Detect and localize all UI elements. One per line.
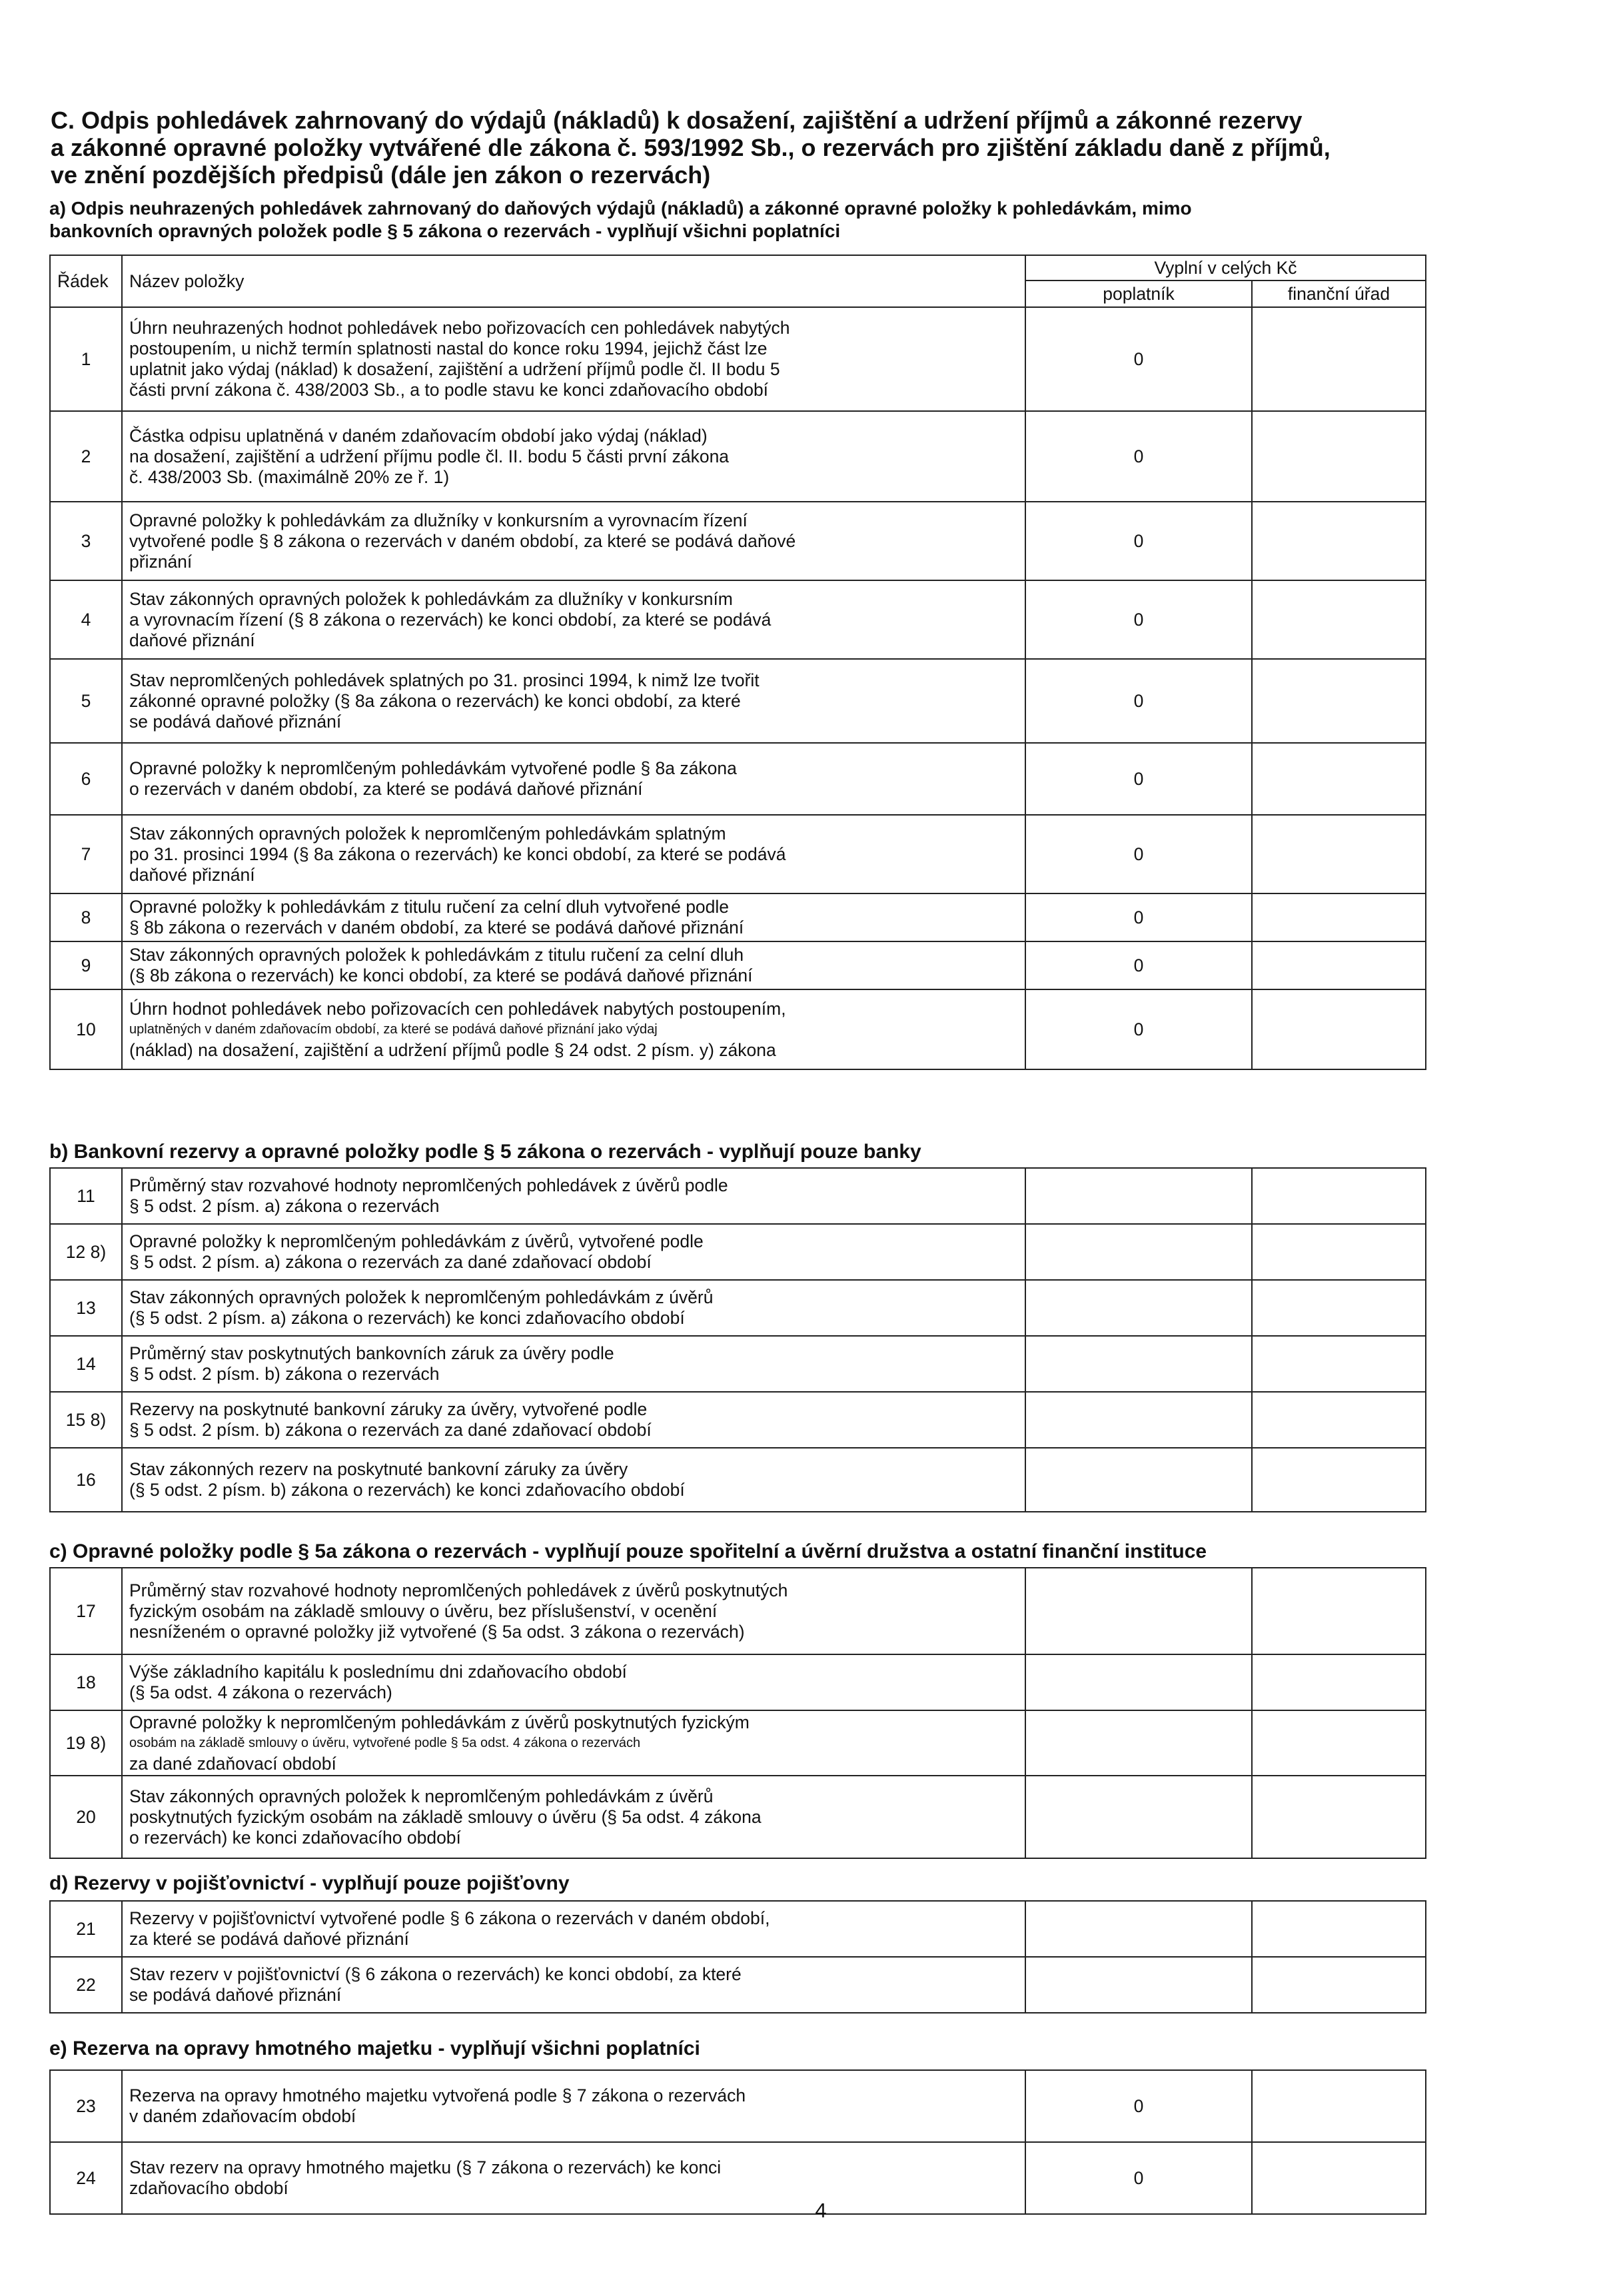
tax-office-value-field[interactable] xyxy=(1252,659,1426,743)
section-c-rows xyxy=(50,1568,1426,1858)
item-description xyxy=(122,2070,1025,2142)
payer-value-field[interactable] xyxy=(1025,1568,1252,1654)
tax-office-value-field[interactable] xyxy=(1252,1392,1426,1448)
form-row xyxy=(50,893,1426,941)
description-line: o rezervách) ke konci zdaňovacího období xyxy=(129,1827,461,1848)
tax-office-value-field[interactable] xyxy=(1252,1280,1426,1336)
title-line: C. Odpis pohledávek zahrnovaný do výdajů (nákladů) k dosažení, zajištění a udržení příjmů a zákonné rezervy xyxy=(51,107,1303,134)
payer-value-field[interactable] xyxy=(1025,1448,1252,1512)
tax-office-value-field[interactable] xyxy=(1252,580,1426,659)
section-b-table xyxy=(49,1167,1426,1512)
form-row xyxy=(50,941,1426,989)
tax-office-value-field[interactable] xyxy=(1252,307,1426,411)
item-description xyxy=(122,502,1025,580)
description-line: Průměrný stav rozvahové hodnoty nepromlčených pohledávek z úvěrů podle xyxy=(129,1175,728,1195)
payer-value-field[interactable] xyxy=(1025,1392,1252,1448)
row-number: 23 xyxy=(50,2070,122,2142)
description-line: daňové přiznání xyxy=(129,864,255,885)
section-a-title-line: a) Odpis neuhrazených pohledávek zahrnovaný do daňových výdajů (nákladů) a zákonné opravné položky k pohledávkám, mimo xyxy=(49,198,1192,219)
description-line: Průměrný stav poskytnutých bankovních záruk za úvěry podle xyxy=(129,1343,614,1363)
payer-value-field[interactable] xyxy=(1025,1710,1252,1776)
row-number: 4 xyxy=(50,580,122,659)
description-line: postoupením, u nichž termín splatnosti nastal do konce roku 1994, jejichž část lze xyxy=(129,338,768,358)
description-line: Opravné položky k nepromlčeným pohledávkám z úvěrů poskytnutých fyzickým xyxy=(129,1712,750,1732)
section-d-table xyxy=(49,1900,1426,2013)
row-number: 17 xyxy=(50,1568,122,1654)
description-line: v daném zdaňovacím období xyxy=(129,2106,356,2126)
tax-office-value-field[interactable] xyxy=(1252,743,1426,815)
title-line: ve znění pozdějších předpisů (dále jen zákon o rezervách) xyxy=(51,161,711,189)
description-line: části první zákona č. 438/2003 Sb., a to podle stavu ke konci zdaňovacího období xyxy=(129,380,769,400)
description-line: uplatnit jako výdaj (náklad) k dosažení, zajištění a udržení příjmů podle čl. II bodu 5 xyxy=(129,359,780,379)
item-description xyxy=(122,941,1025,989)
tax-office-value-field[interactable] xyxy=(1252,1168,1426,1224)
row-number: 9 xyxy=(50,941,122,989)
item-description xyxy=(122,1776,1025,1858)
row-number: 12 8) xyxy=(50,1224,122,1280)
description-line: (§ 5a odst. 4 zákona o rezervách) xyxy=(129,1682,392,1702)
payer-value-field[interactable]: 0 xyxy=(1025,659,1252,743)
description-line: uplatněných v daném zdaňovacím období, za které se podává daňové přiznání jako výdaj xyxy=(129,1021,658,1037)
form-row xyxy=(50,1280,1426,1336)
description-line: (§ 5 odst. 2 písm. b) zákona o rezervách) ke konci zdaňovacího období xyxy=(129,1480,685,1500)
section-a-title-line: bankovních opravných položek podle § 5 zákona o rezervách - vyplňují všichni poplatníci xyxy=(49,221,841,241)
section-e-rows xyxy=(50,2070,1426,2214)
section-d-rows xyxy=(50,1901,1426,2013)
form-row xyxy=(50,1710,1426,1776)
form-row xyxy=(50,1448,1426,1512)
form-row xyxy=(50,989,1426,1069)
form-row xyxy=(50,1392,1426,1448)
description-line: na dosažení, zajištění a udržení příjmu podle čl. II. bodu 5 části první zákona xyxy=(129,446,730,466)
tax-office-value-field[interactable] xyxy=(1252,1336,1426,1392)
title-line: a zákonné opravné položky vytvářené dle zákona č. 593/1992 Sb., o rezervách pro zjištění základu daně z příjmů, xyxy=(51,134,1331,161)
row-number: 5 xyxy=(50,659,122,743)
description-line: se podává daňové přiznání xyxy=(129,1985,342,2005)
section-c-title: c) Opravné položky podle § 5a zákona o rezervách - vyplňují pouze spořitelní a úvěrní družstva a ostatní finanční instituce xyxy=(49,1540,1207,1562)
row-number: 21 xyxy=(50,1901,122,1957)
payer-value-field[interactable] xyxy=(1025,1280,1252,1336)
item-description xyxy=(122,1654,1025,1710)
payer-column-header: poplatník xyxy=(1025,281,1252,307)
payer-value-field[interactable] xyxy=(1025,1901,1252,1957)
item-description xyxy=(122,580,1025,659)
section-a-table xyxy=(49,255,1426,1070)
row-number: 6 xyxy=(50,743,122,815)
tax-office-value-field[interactable] xyxy=(1252,989,1426,1069)
tax-office-value-field[interactable] xyxy=(1252,411,1426,502)
item-description xyxy=(122,1280,1025,1336)
tax-office-value-field[interactable] xyxy=(1252,1901,1426,1957)
form-title xyxy=(51,107,1550,189)
item-description xyxy=(122,1957,1025,2013)
description-line: Částka odpisu uplatněná v daném zdaňovacím období jako výdaj (náklad) xyxy=(129,425,708,446)
tax-office-value-field[interactable] xyxy=(1252,1568,1426,1654)
form-row xyxy=(50,659,1426,743)
description-line: § 5 odst. 2 písm. a) zákona o rezervách za dané zdaňovací období xyxy=(129,1252,652,1272)
row-number: 24 xyxy=(50,2142,122,2214)
description-line: § 5 odst. 2 písm. b) zákona o rezervách za dané zdaňovací období xyxy=(129,1420,652,1440)
section-e-title: e) Rezerva na opravy hmotného majetku - vyplňují všichni poplatníci xyxy=(49,2037,700,2059)
description-line: Rezervy v pojišťovnictví vytvořené podle § 6 zákona o rezervách v daném období, xyxy=(129,1908,770,1928)
form-row xyxy=(50,1654,1426,1710)
section-e-table xyxy=(49,2069,1426,2215)
description-line: za které se podává daňové přiznání xyxy=(129,1929,409,1949)
row-number: 8 xyxy=(50,893,122,941)
description-line: Rezervy na poskytnuté bankovní záruky za úvěry, vytvořené podle xyxy=(129,1399,648,1419)
item-description xyxy=(122,1168,1025,1224)
description-line: Opravné položky k nepromlčeným pohledávkám vytvořené podle § 8a zákona xyxy=(129,758,737,778)
item-description xyxy=(122,411,1025,502)
description-line: Stav zákonných rezerv na poskytnuté bankovní záruky za úvěry xyxy=(129,1459,628,1479)
tax-office-value-field[interactable] xyxy=(1252,1448,1426,1512)
tax-office-value-field[interactable] xyxy=(1252,1710,1426,1776)
description-line: poskytnutých fyzickým osobám na základě smlouvy o úvěru (§ 5a odst. 4 zákona xyxy=(129,1806,762,1827)
payer-value-field[interactable]: 0 xyxy=(1025,502,1252,580)
form-row xyxy=(50,1336,1426,1392)
description-line: daňové přiznání xyxy=(129,630,255,650)
form-row xyxy=(50,502,1426,580)
row-number: 20 xyxy=(50,1776,122,1858)
payer-value-field[interactable]: 0 xyxy=(1025,2070,1252,2142)
row-number: 19 8) xyxy=(50,1710,122,1776)
payer-value-field[interactable] xyxy=(1025,1336,1252,1392)
form-row xyxy=(50,815,1426,893)
row-number: 14 xyxy=(50,1336,122,1392)
form-row xyxy=(50,743,1426,815)
item-description xyxy=(122,1710,1025,1776)
item-description xyxy=(122,1448,1025,1512)
item-description xyxy=(122,307,1025,411)
item-description xyxy=(122,1901,1025,1957)
tax-office-value-field[interactable] xyxy=(1252,1224,1426,1280)
description-line: Průměrný stav rozvahové hodnoty nepromlčených pohledávek z úvěrů poskytnutých xyxy=(129,1580,788,1600)
form-row xyxy=(50,1568,1426,1654)
payer-value-field[interactable]: 0 xyxy=(1025,815,1252,893)
form-row xyxy=(50,307,1426,411)
form-row xyxy=(50,411,1426,502)
description-line: zdaňovacího období xyxy=(129,2178,288,2198)
description-line: Výše základního kapitálu k poslednímu dni zdaňovacího období xyxy=(129,1662,627,1682)
form-row xyxy=(50,1224,1426,1280)
row-number: 18 xyxy=(50,1654,122,1710)
section-b-rows xyxy=(50,1168,1426,1512)
description-line: č. 438/2003 Sb. (maximálně 20% ze ř. 1) xyxy=(129,466,450,487)
row-number: 3 xyxy=(50,502,122,580)
payer-value-field[interactable]: 0 xyxy=(1025,743,1252,815)
item-description xyxy=(122,1224,1025,1280)
row-number: 2 xyxy=(50,411,122,502)
form-row xyxy=(50,1776,1426,1858)
item-description xyxy=(122,1336,1025,1392)
row-number: 15 8) xyxy=(50,1392,122,1448)
tax-office-value-field[interactable] xyxy=(1252,1654,1426,1710)
row-number: 22 xyxy=(50,1957,122,2013)
row-number: 7 xyxy=(50,815,122,893)
tax-office-value-field[interactable] xyxy=(1252,1776,1426,1858)
description-line: § 5 odst. 2 písm. a) zákona o rezervách xyxy=(129,1196,440,1216)
form-row xyxy=(50,1901,1426,1957)
section-b-title: b) Bankovní rezervy a opravné položky podle § 5 zákona o rezervách - vyplňují pouze banky xyxy=(49,1141,921,1163)
item-description xyxy=(122,2142,1025,2214)
payer-value-field[interactable] xyxy=(1025,1168,1252,1224)
tax-office-value-field[interactable] xyxy=(1252,2142,1426,2214)
item-description xyxy=(122,659,1025,743)
description-line: Rezerva na opravy hmotného majetku vytvořená podle § 7 zákona o rezervách xyxy=(129,2085,746,2105)
description-line: Stav zákonných opravných položek k nepromlčeným pohledávkám z úvěrů xyxy=(129,1786,714,1806)
section-a-title xyxy=(49,197,1515,243)
form-row xyxy=(50,2070,1426,2142)
payer-value-field[interactable]: 0 xyxy=(1025,2142,1252,2214)
description-line: § 8b zákona o rezervách v daném období, za které se podává daňové přiznání xyxy=(129,917,744,937)
payer-value-field[interactable]: 0 xyxy=(1025,893,1252,941)
item-description xyxy=(122,815,1025,893)
description-line: § 5 odst. 2 písm. b) zákona o rezervách xyxy=(129,1364,440,1384)
description-line: (§ 5 odst. 2 písm. a) zákona o rezervách) ke konci zdaňovacího období xyxy=(129,1308,685,1328)
tax-office-value-field[interactable] xyxy=(1252,2070,1426,2142)
description-line: osobám na základě smlouvy o úvěru, vytvořené podle § 5a odst. 4 zákona o rezervách xyxy=(129,1735,641,1750)
tax-office-value-field[interactable] xyxy=(1252,893,1426,941)
section-a-rows xyxy=(50,307,1426,1069)
tax-office-value-field[interactable] xyxy=(1252,502,1426,580)
tax-office-value-field[interactable] xyxy=(1252,941,1426,989)
row-number: 10 xyxy=(50,989,122,1069)
description-line: nesníženém o opravné položky již vytvořené (§ 5a odst. 3 zákona o rezervách) xyxy=(129,1621,745,1642)
description-line: (§ 8b zákona o rezervách) ke konci období, za které se podává daňové přiznání xyxy=(129,965,753,985)
item-description xyxy=(122,893,1025,941)
payer-value-field[interactable]: 0 xyxy=(1025,941,1252,989)
description-line: Stav zákonných opravných položek k pohledávkám z titulu ručení za celní dluh xyxy=(129,945,744,965)
tax-office-value-field[interactable] xyxy=(1252,815,1426,893)
payer-value-field[interactable]: 0 xyxy=(1025,989,1252,1069)
description-line: Stav zákonných opravných položek k nepromlčeným pohledávkám splatným xyxy=(129,823,726,844)
form-row xyxy=(50,1957,1426,2013)
payer-value-field[interactable] xyxy=(1025,1224,1252,1280)
row-number: 1 xyxy=(50,307,122,411)
description-line: a vyrovnacím řízení (§ 8 zákona o rezervách) ke konci období, za které se podává xyxy=(129,609,772,630)
payer-value-field[interactable]: 0 xyxy=(1025,411,1252,502)
payer-value-field[interactable]: 0 xyxy=(1025,580,1252,659)
page-number: 4 xyxy=(815,2199,827,2222)
description-line: Stav zákonných opravných položek k nepromlčeným pohledávkám z úvěrů xyxy=(129,1287,714,1307)
form-row xyxy=(50,2142,1426,2214)
tax-office-column-header: finanční úřad xyxy=(1252,281,1426,307)
item-description xyxy=(122,1568,1025,1654)
description-line: Stav rezerv v pojišťovnictví (§ 6 zákona o rezervách) ke konci období, za které xyxy=(129,1964,742,1984)
row-number: 11 xyxy=(50,1168,122,1224)
row-number: 13 xyxy=(50,1280,122,1336)
section-d-title: d) Rezervy v pojišťovnictví - vyplňují pouze pojišťovny xyxy=(49,1872,570,1894)
description-line: Opravné položky k pohledávkám z titulu ručení za celní dluh vytvořené podle xyxy=(129,897,730,917)
row-number: 16 xyxy=(50,1448,122,1512)
description-line: Úhrn hodnot pohledávek nebo pořizovacích cen pohledávek nabytých postoupením, xyxy=(129,998,786,1019)
payer-value-field[interactable] xyxy=(1025,1654,1252,1710)
payer-value-field[interactable] xyxy=(1025,1957,1252,2013)
description-line: Stav nepromlčených pohledávek splatných po 31. prosinci 1994, k nimž lze tvořit xyxy=(129,670,760,690)
description-line: přiznání xyxy=(129,551,193,572)
description-line: se podává daňové přiznání xyxy=(129,711,342,732)
description-line: Stav rezerv na opravy hmotného majetku (§ 7 zákona o rezervách) ke konci xyxy=(129,2157,722,2177)
tax-office-value-field[interactable] xyxy=(1252,1957,1426,2013)
description-line: po 31. prosinci 1994 (§ 8a zákona o rezervách) ke konci období, za které se podává xyxy=(129,844,786,864)
payer-value-field[interactable] xyxy=(1025,1776,1252,1858)
item-description xyxy=(122,989,1025,1069)
item-description xyxy=(122,1392,1025,1448)
description-line: o rezervách v daném období, za které se podává daňové přiznání xyxy=(129,779,643,799)
description-line: Stav zákonných opravných položek k pohledávkám za dlužníky v konkursním xyxy=(129,588,733,609)
fill-in-header: Vyplní v celých Kč xyxy=(1025,255,1426,281)
row-number-header: Řádek xyxy=(50,255,122,307)
payer-value-field[interactable]: 0 xyxy=(1025,307,1252,411)
item-name-header: Název položky xyxy=(122,255,1025,307)
description-line: (náklad) na dosažení, zajištění a udržení příjmů podle § 24 odst. 2 písm. y) zákona xyxy=(129,1039,776,1060)
description-line: Opravné položky k nepromlčeným pohledávkám z úvěrů, vytvořené podle xyxy=(129,1231,704,1251)
description-line: zákonné opravné položky (§ 8a zákona o rezervách) ke konci období, za které xyxy=(129,690,741,711)
item-description xyxy=(122,743,1025,815)
form-row xyxy=(50,580,1426,659)
form-row xyxy=(50,1168,1426,1224)
description-line: fyzickým osobám na základě smlouvy o úvěru, bez příslušenství, v ocenění xyxy=(129,1600,718,1621)
description-line: Úhrn neuhrazených hodnot pohledávek nebo pořizovacích cen pohledávek nabytých xyxy=(129,318,790,338)
description-line: Opravné položky k pohledávkám za dlužníky v konkursním a vyrovnacím řízení xyxy=(129,510,748,530)
description-line: za dané zdaňovací období xyxy=(129,1753,336,1774)
description-line: vytvořené podle § 8 zákona o rezervách v daném období, za které se podává daňové xyxy=(129,530,796,551)
section-c-table xyxy=(49,1567,1426,1859)
